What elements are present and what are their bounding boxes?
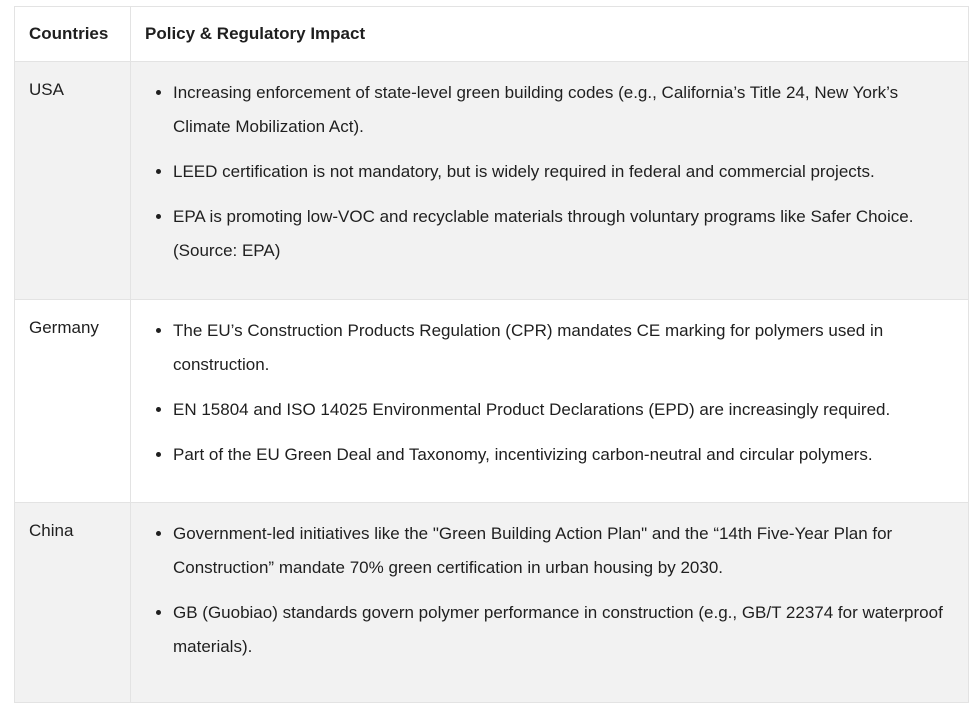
country-cell: USA [15, 62, 131, 300]
list-item: • EN 15804 and ISO 14025 Environmental Product Declarations (EPD) are increasingly required. [173, 393, 954, 427]
table-row-china [15, 503, 969, 703]
impact-list [145, 76, 954, 268]
list-item: • EPA is promoting low-VOC and recyclable materials through voluntary programs like Safer Choice. (Source: EPA) [173, 200, 954, 268]
impact-list [145, 314, 954, 472]
list-item: • Government-led initiatives like the "Green Building Action Plan" and the “14th Five-Year Plan for Construction” mandate 70% green certification in urban housing by 2030. [173, 517, 954, 585]
header-policy-impact: Policy & Regulatory Impact [131, 7, 969, 62]
country-cell: Germany [15, 300, 131, 503]
impact-cell [131, 503, 969, 703]
impact-list [145, 517, 954, 664]
list-item: • GB (Guobiao) standards govern polymer performance in construction (e.g., GB/T 22374 for waterproof materials). [173, 596, 954, 664]
list-item: • LEED certification is not mandatory, but is widely required in federal and commercial projects. [173, 155, 954, 189]
table-row-germany [15, 300, 969, 503]
policy-table [14, 6, 969, 703]
list-item: • The EU’s Construction Products Regulation (CPR) mandates CE marking for polymers used in construction. [173, 314, 954, 382]
list-item: • Increasing enforcement of state-level green building codes (e.g., California’s Title 24, New York’s Climate Mobilization Act). [173, 76, 954, 144]
table-header-row [15, 7, 969, 62]
policy-table-container [14, 6, 968, 703]
table-row-usa [15, 62, 969, 300]
country-cell: China [15, 503, 131, 703]
header-countries: Countries [15, 7, 131, 62]
list-item: • Part of the EU Green Deal and Taxonomy, incentivizing carbon-neutral and circular polymers. [173, 438, 954, 472]
impact-cell [131, 62, 969, 300]
impact-cell [131, 300, 969, 503]
